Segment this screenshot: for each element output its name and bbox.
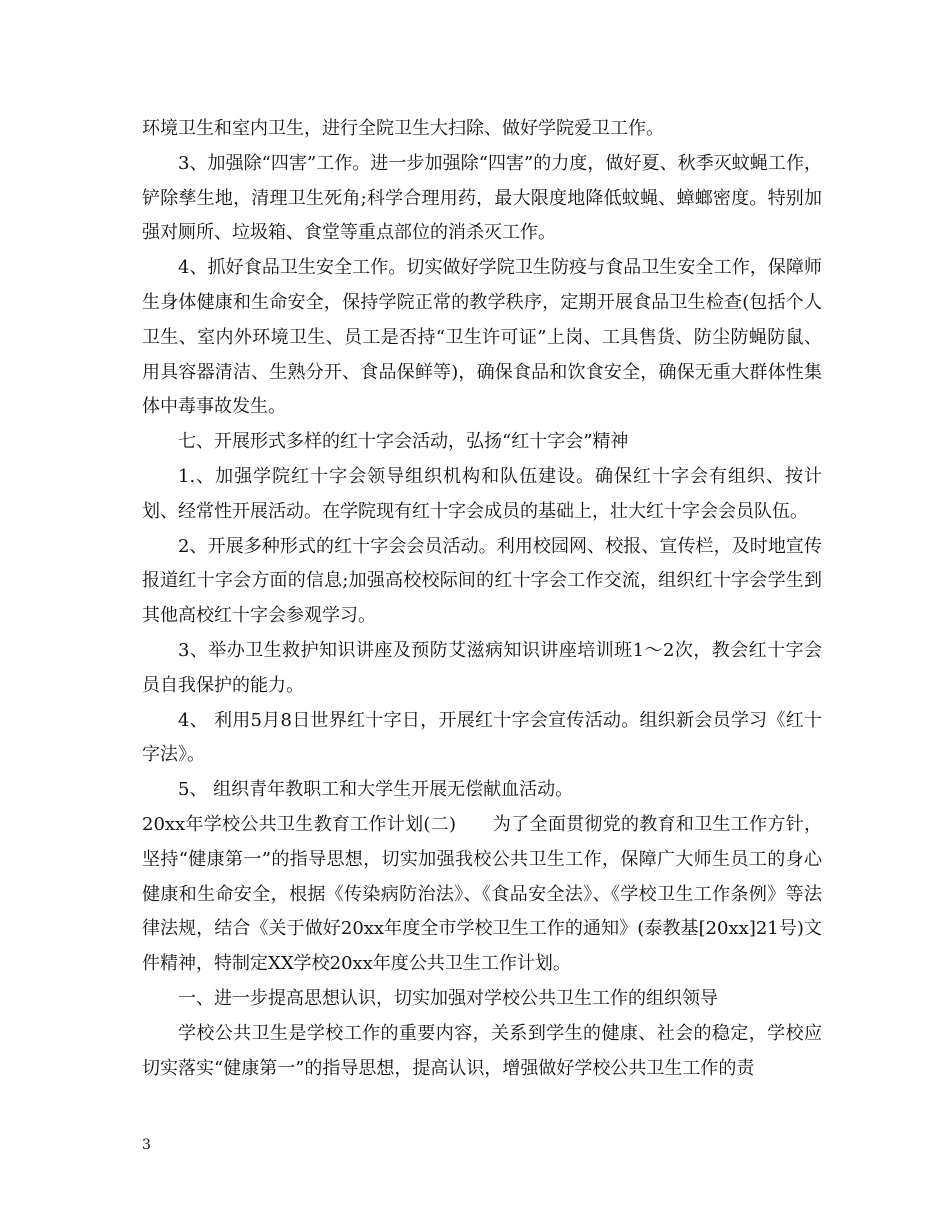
section-title-plan-2: 20xx年学校公共卫生教育工作计划(二) 为了全面贯彻党的教育和卫生工作方针，坚持“健康第一”的指导思想，切实加强我校公共卫生工作，保障广大师生员工的身心健康和生命安全，根据《传染病防治法》、《食品安全法》、《学校卫生工作条例》等法律法规，结合《关于做好20xx年度全市学校卫生工作的通知》(泰教基[20xx]21号)文件精神，特制定XX学校20xx年度公共卫生工作计划。	[142, 813, 822, 975]
paragraph-7: 3、举办卫生救护知识讲座及预防艾滋病知识讲座培训班1～2次，教会红十字会员自我保护的能力。	[142, 639, 822, 696]
page-number: 3	[142, 1137, 151, 1153]
paragraph-9: 5、 组织青年教职工和大学生开展无偿献血活动。	[178, 779, 574, 801]
paragraph-3: 4、抓好食品卫生安全工作。切实做好学院卫生防疫与食品卫生安全工作，保障师生身体健康和生命安全，保持学院正常的教学秩序，定期开展食品卫生检查(包括个人卫生、室内外环境卫生、员工是否持“卫生许可证”上岗、工具售货、防尘防蝇防鼠、用具容器清洁、生熟分开、食品保鲜等)，确保食品和饮食安全，确保无重大群体性集体中毒事故发生。	[142, 257, 822, 418]
paragraph-8: 4、 利用5月8日世界红十字日，开展红十字会宣传活动。组织新会员学习《红十字法》。	[142, 709, 822, 766]
paragraph-6: 2、开展多种形式的红十字会会员活动。利用校园网、校报、宣传栏，及时地宣传报道红十字会方面的信息;加强高校校际间的红十字会工作交流，组织红十字会学生到其他高校红十字会参观学习。	[142, 535, 822, 627]
document-body	[142, 112, 822, 1086]
section-heading-1: 一、进一步提高思想认识，切实加强对学校公共卫生工作的组织领导	[178, 987, 718, 1009]
paragraph-1: 环境卫生和室内卫生，进行全院卫生大扫除、做好学院爱卫工作。	[142, 118, 664, 139]
paragraph-5: 1.、加强学院红十字会领导组织机构和队伍建设。确保红十字会有组织、按计划、经常性开展活动。在学院现有红十字会成员的基础上，壮大红十字会会员队伍。	[142, 465, 822, 522]
section-heading-7: 七、开展形式多样的红十字会活动，弘扬“红十字会”精神	[178, 431, 629, 453]
paragraph-12: 学校公共卫生是学校工作的重要内容，关系到学生的健康、社会的稳定，学校应切实落实“健康第一”的指导思想，提高认识，增强做好学校公共卫生工作的责	[142, 1022, 822, 1079]
paragraph-2: 3、加强除“四害”工作。进一步加强除“四害”的力度，做好夏、秋季灭蚊蝇工作，铲除孳生地，清理卫生死角;科学合理用药，最大限度地降低蚊蝇、蟑螂密度。特别加强对厕所、垃圾箱、食堂等重点部位的消杀灭工作。	[142, 152, 822, 244]
